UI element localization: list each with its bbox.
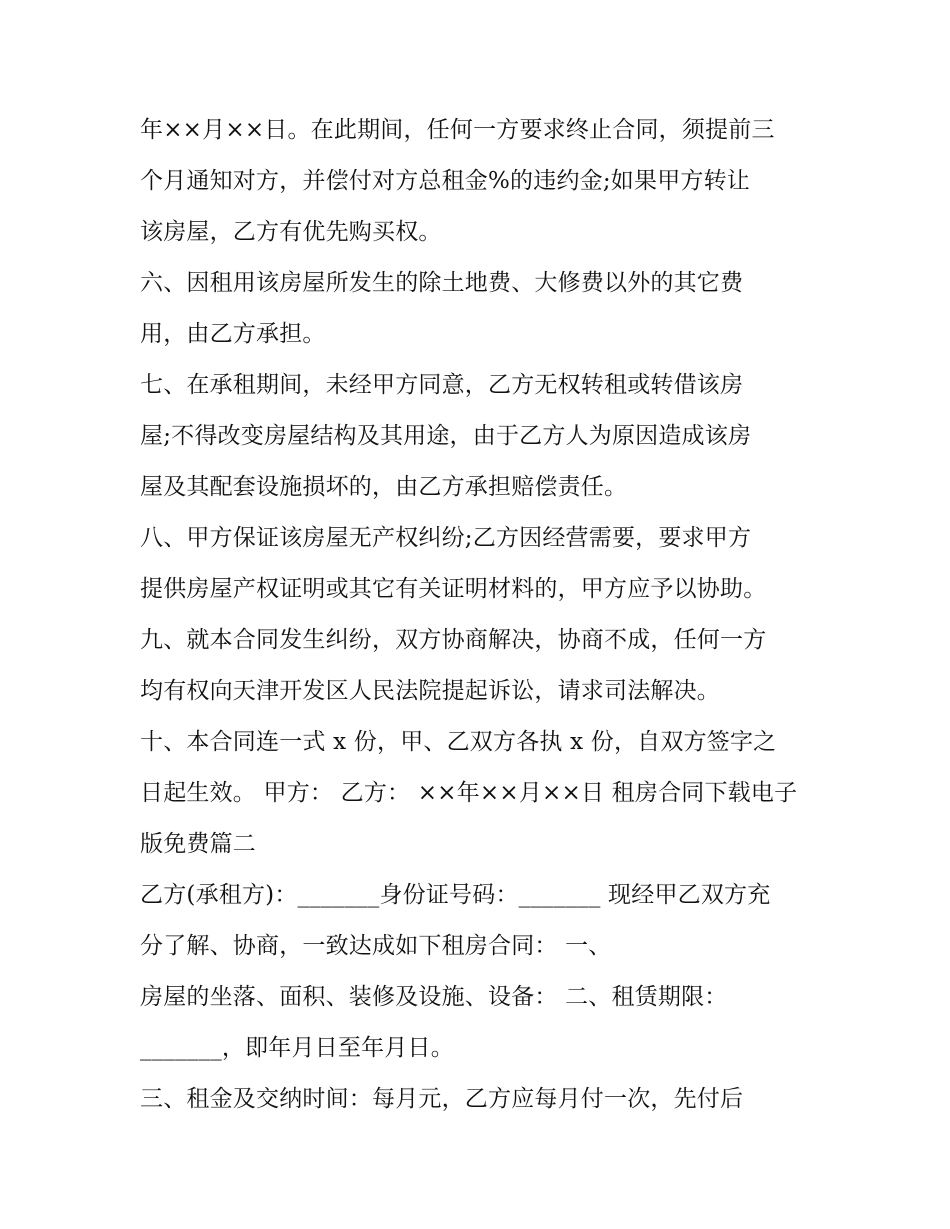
clause-3-line: 三、租金及交纳时间：每月元，乙方应每月付一次，先付后	[140, 1086, 744, 1112]
text-line: 屋及其配套设施损坏的，由乙方承担赔偿责任。	[140, 474, 628, 500]
text-line: 均有权向天津开发区人民法院提起诉讼，请求司法解决。	[140, 678, 720, 704]
clause-10-line: 十、本合同连一式 x 份，甲、乙双方各执 x 份，自双方签字之	[140, 729, 777, 755]
text-line: 版免费篇二	[140, 831, 256, 857]
text-line: 房屋的坐落、面积、装修及设施、设备： 二、租赁期限：	[140, 984, 728, 1010]
text-line: 屋;不得改变房屋结构及其用途，由于乙方人为原因造成该房	[140, 423, 752, 449]
clause-6-line: 六、因租用该房屋所发生的除土地费、大修费以外的其它费	[140, 270, 744, 296]
text-line: 提供房屋产权证明或其它有关证明材料的，甲方应予以协助。	[140, 576, 767, 602]
text-line: _______，即年月日至年月日。	[140, 1035, 454, 1061]
text-line: 分了解、协商，一致达成如下租房合同： 一、	[140, 933, 612, 959]
text-line: 年××月××日。在此期间，任何一方要求终止合同，须提前三	[140, 117, 775, 143]
text-line: 日起生效。 甲方： 乙方： ××年××月××日 租房合同下载电子	[140, 780, 798, 806]
clause-9-line: 九、就本合同发生纠纷，双方协商解决，协商不成，任何一方	[140, 627, 767, 653]
text-line: 该房屋，乙方有优先购买权。	[140, 219, 442, 245]
clause-7-line: 七、在承租期间，未经甲方同意，乙方无权转租或转借该房	[140, 372, 744, 398]
clause-8-line: 八、甲方保证该房屋无产权纠纷;乙方因经营需要，要求甲方	[140, 525, 752, 551]
text-line: 个月通知对方，并偿付对方总租金%的违约金;如果甲方转让	[140, 168, 751, 194]
contract-text	[140, 105, 840, 1125]
text-line: 用，由乙方承担。	[140, 321, 326, 347]
tenant-line: 乙方(承租方)：_______身份证号码：_______ 现经甲乙双方充	[140, 882, 771, 908]
